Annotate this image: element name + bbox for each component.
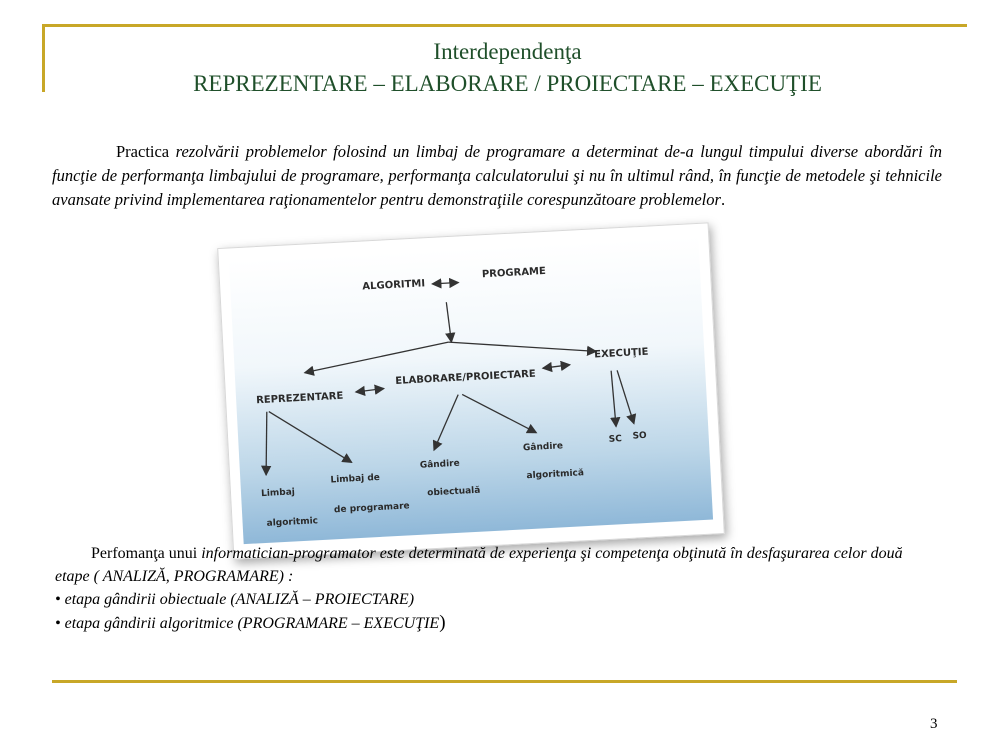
label-algoritmi: ALGORITMI [362, 278, 426, 293]
label-gandire-obiectuala-1: Gândire [419, 458, 460, 471]
label-programe: PROGRAME [481, 265, 547, 281]
performance-lead: Perfomanţa unui [91, 545, 198, 562]
intro-paragraph [52, 140, 942, 212]
label-elaborare: ELABORARE/PROIECTARE [395, 368, 536, 387]
diagram-photo [217, 222, 725, 559]
title-line-2: REPREZENTARE – ELABORARE / PROIECTARE – EXECUŢIE [193, 71, 822, 96]
label-gandire-obiectuala-2: obiectuală [427, 485, 481, 499]
performance-text: informatician-programator este determinată de experienţa şi competenţa obţinută în desfaşurarea celor două etape ( ANALIZĂ, PROGRAMARE) : [55, 545, 903, 585]
performance-paragraph [55, 542, 935, 635]
slide-title [60, 36, 955, 100]
corner-border-vertical [42, 24, 45, 92]
bullet-item-1: • etapa gândirii obiectuale (ANALIZĂ – PROIECTARE) [55, 591, 415, 608]
label-so: SO [632, 430, 647, 442]
page-number: 3 [930, 716, 938, 732]
intro-end: . [720, 190, 726, 209]
intro-text: rezolvării problemelor folosind un limbaj de programare a determinat de-a lungul timpului diverse abordări în funcţie de performanţa limbajului de programare, performanţa calculatorului şi nu în ultimul rând, în funcţie de metodele şi tehnicile avansate privind implementarea raţionamentelor pentru demonstraţiile corespunzătoare problemelor [52, 142, 942, 209]
label-gandire-algoritmica-2: algoritmică [526, 468, 585, 482]
bullet-item-2 [55, 611, 935, 635]
label-sc: SC [608, 434, 623, 445]
corner-border-horizontal [42, 24, 967, 27]
footer-rule [52, 680, 957, 683]
label-executie: EXECUŢIE [593, 346, 649, 361]
bullet-item-2-text: • etapa gândirii algoritmice (PROGRAMARE – EXECUŢIE [55, 615, 440, 632]
label-limbaj: Limbaj [260, 487, 296, 500]
intro-lead: Practica [116, 142, 170, 161]
label-reprezentare: REPREZENTARE [255, 390, 344, 407]
label-gandire-algoritmica-1: Gândire [522, 441, 564, 454]
diagram-arrows [218, 223, 724, 558]
label-de-programare: de programare [333, 501, 410, 516]
label-limbaj-de: Limbaj de [330, 472, 381, 486]
performance-intro [55, 542, 935, 588]
label-algoritmic: algoritmic [266, 516, 319, 529]
bullet-item-2-end: ) [439, 612, 446, 633]
title-line-1: Interdependenţa [433, 39, 582, 64]
